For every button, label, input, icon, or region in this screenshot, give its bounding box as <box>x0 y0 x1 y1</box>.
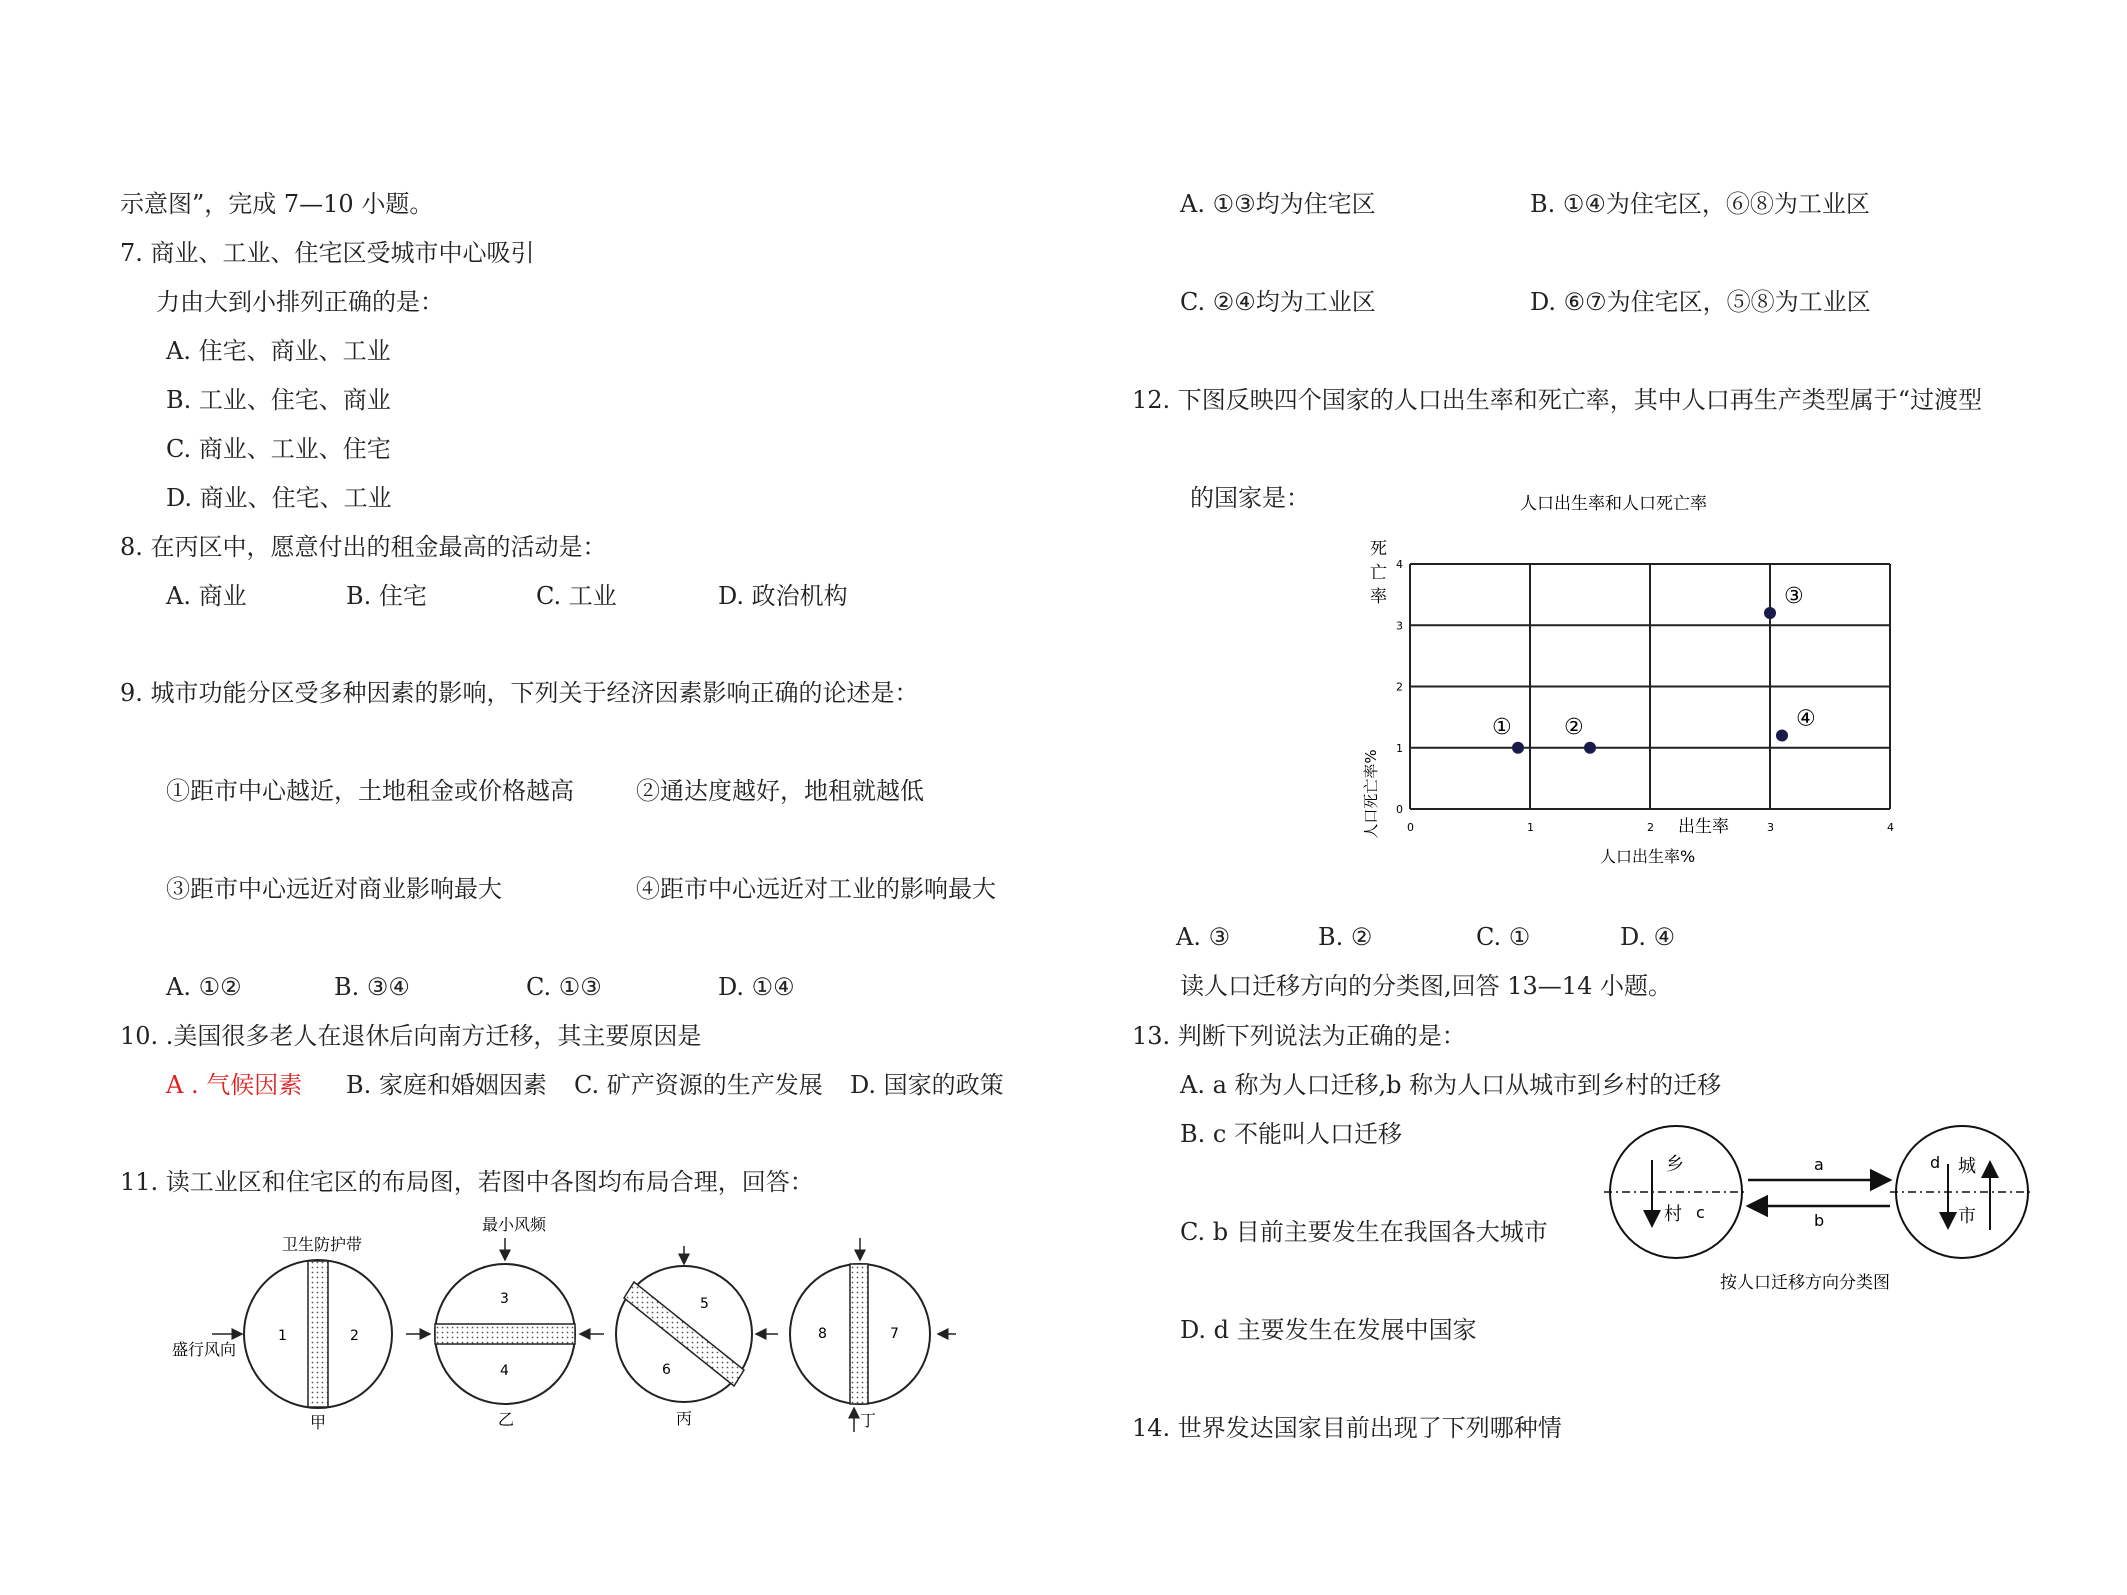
intro-text: 示意图”，完成 7—10 小题。 <box>120 190 434 218</box>
birth-death-rate-chart <box>1360 484 1900 874</box>
x-axis-label: 人口出生率% <box>1600 847 1696 866</box>
circle-bing <box>616 1246 778 1428</box>
q10-answer-a: A . 气候因素 <box>166 1071 303 1099</box>
q9-statement-2: ②通达度越好，地租就越低 <box>636 777 924 805</box>
zone-4: 4 <box>500 1363 509 1379</box>
zone-5: 5 <box>700 1296 709 1312</box>
q7-option-a: A. 住宅、商业、工业 <box>166 337 391 365</box>
q10-option-b: B. 家庭和婚姻因素 <box>346 1071 547 1099</box>
q12-option-a: A. ③ <box>1176 923 1231 951</box>
label-c: c <box>1696 1203 1705 1222</box>
q11-option-b: B. ①④为住宅区，⑥⑧为工业区 <box>1530 190 1870 218</box>
chart-ticks <box>1396 558 1894 834</box>
x-axis-annotation: 出生率 <box>1678 817 1729 837</box>
q8-option-b: B. 住宅 <box>346 582 427 610</box>
circle-ding-name: 丁 <box>860 1411 877 1430</box>
city-char-2: 市 <box>1958 1206 1976 1227</box>
y-annotation-char: 亡 <box>1370 563 1387 583</box>
zone-6: 6 <box>662 1362 671 1378</box>
zone-8: 8 <box>818 1326 827 1342</box>
q12-option-b: B. ② <box>1318 923 1373 951</box>
x-tick-label: 3 <box>1767 821 1774 834</box>
q9-statement-1: ①距市中心越近，土地租金或价格越高 <box>166 777 574 805</box>
city-char-1: 城 <box>1958 1156 1976 1177</box>
circle-yi <box>406 1238 604 1429</box>
q10-stem: 10. .美国很多老人在退休后向南方迁移，其主要原因是 <box>120 1022 702 1050</box>
q13-option-c: C. b 目前主要发生在我国各大城市 <box>1180 1218 1548 1246</box>
y-axis-label: 人口死亡率% <box>1362 749 1380 839</box>
q9-option-a: A. ①② <box>166 973 242 1001</box>
q7-stem-cont: 力由大到小排列正确的是： <box>156 288 444 316</box>
intro-13-14: 读人口迁移方向的分类图,回答 13—14 小题。 <box>1180 972 1672 1000</box>
circle-jia <box>212 1260 392 1432</box>
q13-option-b: B. c 不能叫人口迁移 <box>1180 1120 1402 1148</box>
village-char-1: 乡 <box>1666 1154 1684 1175</box>
zone-3: 3 <box>500 1291 509 1307</box>
q11-option-c: C. ②④均为工业区 <box>1180 288 1376 316</box>
q7-option-d: D. 商业、住宅、工业 <box>166 484 392 512</box>
q9-statement-4: ④距市中心远近对工业的影响最大 <box>636 875 996 903</box>
point-label: ② <box>1564 714 1584 740</box>
label-a: a <box>1814 1155 1824 1174</box>
q9-option-d: D. ①④ <box>718 973 795 1001</box>
data-point <box>1512 742 1524 754</box>
chart-points <box>1492 584 1816 754</box>
q13-stem: 13. 判断下列说法为正确的是： <box>1132 1022 1466 1050</box>
y-tick-label: 3 <box>1396 619 1403 633</box>
q10-option-c: C. 矿产资源的生产发展 <box>574 1071 823 1099</box>
data-point <box>1584 742 1596 754</box>
q8-option-a: A. 商业 <box>166 582 247 610</box>
y-tick-label: 1 <box>1396 741 1403 755</box>
point-label: ④ <box>1796 706 1816 732</box>
chart-title: 人口出生率和人口死亡率 <box>1520 494 1707 514</box>
point-label: ① <box>1492 714 1512 740</box>
y-annotation-char: 死 <box>1370 539 1387 559</box>
data-point <box>1764 607 1776 619</box>
x-tick-label: 1 <box>1527 821 1534 834</box>
migration-direction-figure <box>1600 1120 2040 1300</box>
industry-layout-figure <box>160 1200 980 1440</box>
q12-option-c: C. ① <box>1476 923 1531 951</box>
zone-7: 7 <box>890 1326 899 1342</box>
q9-option-c: C. ①③ <box>526 973 602 1001</box>
q7-option-b: B. 工业、住宅、商业 <box>166 386 391 414</box>
q8-option-c: C. 工业 <box>536 582 617 610</box>
point-label: ③ <box>1784 584 1804 609</box>
circle-ding <box>790 1238 956 1432</box>
q9-option-b: B. ③④ <box>334 973 410 1001</box>
q12-stem-cont: 的国家是： <box>1190 484 1310 512</box>
min-wind-label: 最小风频 <box>482 1215 547 1234</box>
q8-stem: 8. 在丙区中，愿意付出的租金最高的活动是： <box>120 533 607 561</box>
q9-statement-3: ③距市中心远近对商业影响最大 <box>166 875 502 903</box>
village-char-2: 村 <box>1664 1204 1682 1225</box>
label-d: d <box>1930 1153 1941 1172</box>
prevailing-wind-label: 盛行风向 <box>172 1340 237 1359</box>
q10-option-d: D. 国家的政策 <box>850 1071 1004 1099</box>
zone-1: 1 <box>278 1328 287 1344</box>
y-tick-label: 2 <box>1396 680 1403 694</box>
y-tick-label: 4 <box>1396 558 1403 571</box>
y-annotation-char: 率 <box>1370 587 1387 607</box>
x-tick-label: 0 <box>1407 821 1414 834</box>
protect-belt-label: 卫生防护带 <box>282 1235 363 1254</box>
label-b: b <box>1814 1211 1825 1230</box>
q11-stem: 11. 读工业区和住宅区的布局图，若图中各图均布局合理，回答： <box>120 1168 814 1196</box>
q13-option-a: A. a 称为人口迁移,b 称为人口从城市到乡村的迁移 <box>1180 1071 1722 1099</box>
q13-option-d: D. d 主要发生在发展中国家 <box>1180 1316 1477 1344</box>
x-tick-label: 4 <box>1887 821 1894 834</box>
zone-2: 2 <box>350 1328 359 1344</box>
circle-jia-name: 甲 <box>310 1413 327 1432</box>
data-point <box>1776 730 1788 742</box>
q9-stem: 9. 城市功能分区受多种因素的影响，下列关于经济因素影响正确的论述是： <box>120 679 919 707</box>
circle-yi-name: 乙 <box>498 1410 515 1429</box>
q7-stem: 7. 商业、工业、住宅区受城市中心吸引 <box>120 239 535 267</box>
q14-stem: 14. 世界发达国家目前出现了下列哪种情 <box>1132 1414 1562 1442</box>
q11-option-a: A. ①③均为住宅区 <box>1180 190 1376 218</box>
q8-option-d: D. 政治机构 <box>718 582 848 610</box>
q7-option-c: C. 商业、工业、住宅 <box>166 435 391 463</box>
q12-option-d: D. ④ <box>1620 923 1676 951</box>
circle-bing-name: 丙 <box>676 1409 693 1428</box>
migration-caption: 按人口迁移方向分类图 <box>1720 1273 1890 1293</box>
x-tick-label: 2 <box>1647 821 1654 834</box>
y-tick-label: 0 <box>1396 803 1403 816</box>
q12-stem: 12. 下图反映四个国家的人口出生率和死亡率，其中人口再生产类型属于“过渡型 <box>1132 386 1983 414</box>
q11-option-d: D. ⑥⑦为住宅区，⑤⑧为工业区 <box>1530 288 1871 316</box>
chart-grid <box>1410 564 1890 809</box>
